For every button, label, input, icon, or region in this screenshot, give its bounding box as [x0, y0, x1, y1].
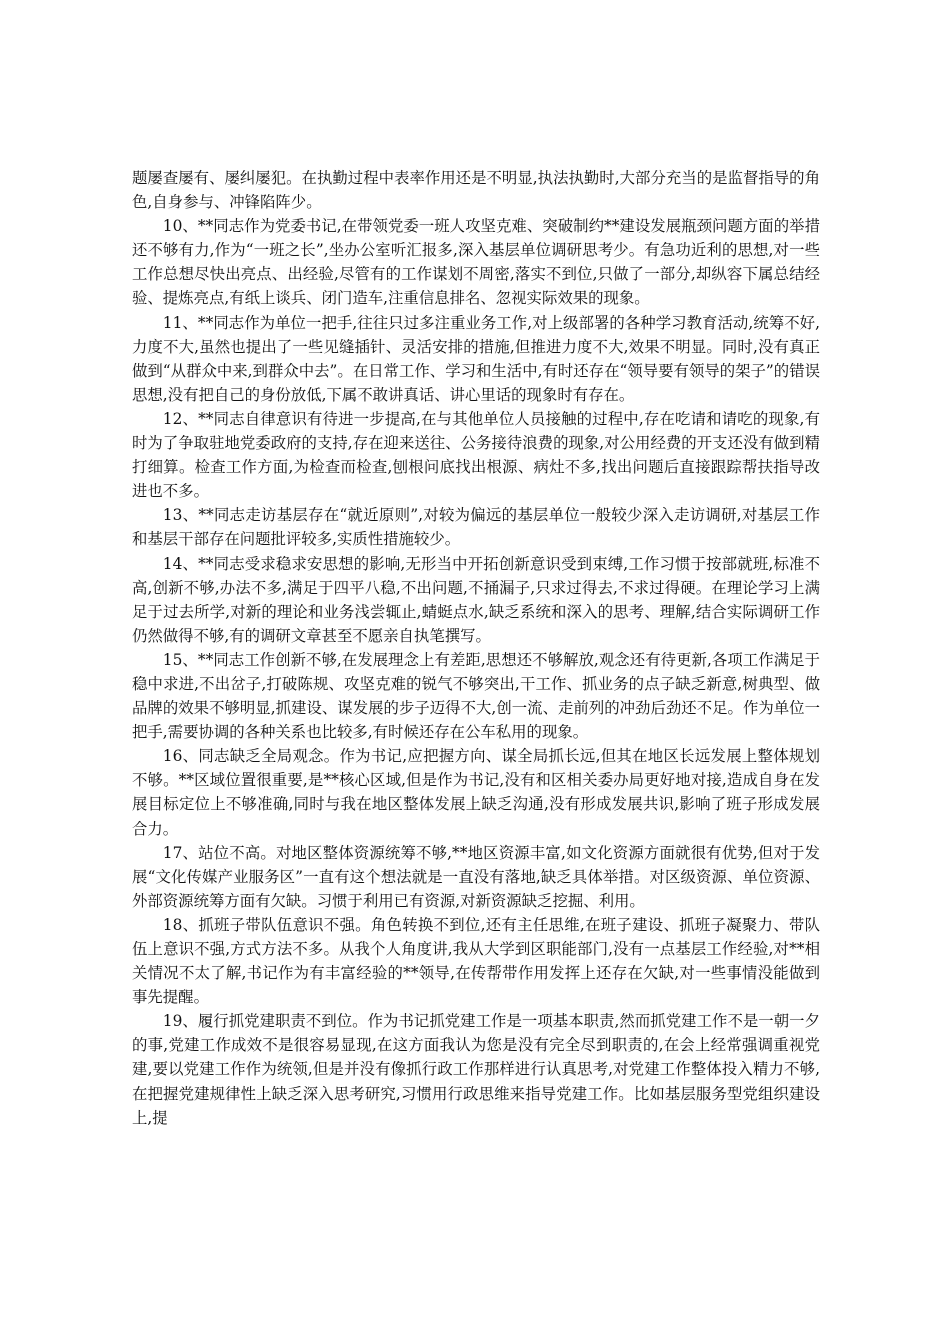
paragraph-item-18: 18、抓班子带队伍意识不强。角色转换不到位,还有主任思维,在班子建设、抓班子凝聚力、带队伍上意识不强,方式方法不多。从我个人角度讲,我从大学到区职能部门,没有一点基层工作经验,对**相关情况不太了解,书记作为有丰富经验的**领导,在传帮带作用发挥上还存在欠缺,对一些事情没能做到事先提醒。 — [132, 915, 820, 1007]
document-body — [132, 166, 820, 1130]
paragraph-item-19: 19、履行抓党建职责不到位。作为书记抓党建工作是一项基本职责,然而抓党建工作不是一朝一夕的事,党建工作成效不是很容易显现,在这方面我认为您是没有完全尽到职责的,在会上经常强调重视党建,要以党建工作作为统领,但是并没有像抓行政工作那样进行认真思考,对党建工作整体投入精力不够,在把握党建规律性上缺乏深入思考研究,习惯用行政思维来指导党建工作。比如基层服务型党组织建设上,提 — [132, 1012, 820, 1127]
paragraph-item-17: 17、站位不高。对地区整体资源统筹不够,**地区资源丰富,如文化资源方面就很有优势,但对于发展“文化传媒产业服务区”一直有这个想法就是一直没有落地,缺乏具体举措。对区级资源、单位资源、外部资源统筹方面有欠缺。习惯于利用已有资源,对新资源缺乏挖掘、利用。 — [132, 843, 820, 910]
paragraph-item-15: 15、**同志工作创新不够,在发展理念上有差距,思想还不够解放,观念还有待更新,各项工作满足于稳中求进,不出岔子,打破陈规、攻坚克难的锐气不够突出,干工作、抓业务的点子缺乏新意,树典型、做品牌的效果不够明显,抓建设、谋发展的步子迈得不大,创一流、走前列的冲劲后劲还不足。作为单位一把手,需要协调的各种关系也比较多,有时候还存在公车私用的现象。 — [132, 650, 820, 742]
paragraph-item-11: 11、**同志作为单位一把手,往往只过多注重业务工作,对上级部署的各种学习教育活动,统筹不好,力度不大,虽然也提出了一些见缝插针、灵活安排的措施,但推进力度不大,效果不明显。同时,没有真正做到“从群众中来,到群众中去”。在日常工作、学习和生活中,有时还存在“领导要有领导的架子”的错误思想,没有把自己的身份放低,下属不敢讲真话、讲心里话的现象时有存在。 — [132, 313, 820, 404]
paragraph-item-16: 16、同志缺乏全局观念。作为书记,应把握方向、谋全局抓长远,但其在地区长远发展上整体规划不够。**区域位置很重要,是**核心区域,但是作为书记,没有和区相关委办局更好地对接,造成自身在发展目标定位上不够准确,同时与我在地区整体发展上缺乏沟通,没有形成发展共识,影响了班子形成发展合力。 — [132, 747, 820, 838]
paragraph-item-13: 13、**同志走访基层存在“就近原则”,对较为偏远的基层单位一般较少深入走访调研,对基层工作和基层干部存在问题批评较多,实质性措施较少。 — [132, 506, 820, 549]
paragraph-item-12: 12、**同志自律意识有待进一步提高,在与其他单位人员接触的过程中,存在吃请和请吃的现象,有时为了争取驻地党委政府的支持,存在迎来送往、公务接待浪费的现象,对公用经费的开支还没有做到精打细算。检查工作方面,为检查而检查,刨根问底找出根源、病灶不多,找出问题后直接跟踪帮扶指导改进也不多。 — [132, 409, 820, 501]
paragraph-item-10: 10、**同志作为党委书记,在带领党委一班人攻坚克难、突破制约**建设发展瓶颈问题方面的举措还不够有力,作为“一班之长”,坐办公室听汇报多,深入基层单位调研思考少。有急功近利的思想,对一些工作总想尽快出亮点、出经验,尽管有的工作谋划不周密,落实不到位,只做了一部分,却纵容下属总结经验、提炼亮点,有纸上谈兵、闭门造车,注重信息排名、忽视实际效果的现象。 — [132, 217, 820, 308]
paragraph-item-14: 14、**同志受求稳求安思想的影响,无形当中开拓创新意识受到束缚,工作习惯于按部就班,标准不高,创新不够,办法不多,满足于四平八稳,不出问题,不捅漏子,只求过得去,不求过得硬。在理论学习上满足于过去所学,对新的理论和业务浅尝辄止,蜻蜓点水,缺乏系统和深入的思考、理解,结合实际调研工作仍然做得不够,有的调研文章甚至不愿亲自执笔撰写。 — [132, 554, 820, 645]
paragraph-continuation: 题屡查屡有、屡纠屡犯。在执勤过程中表率作用还是不明显,执法执勤时,大部分充当的是监督指导的角色,自身参与、冲锋陷阵少。 — [132, 169, 820, 212]
